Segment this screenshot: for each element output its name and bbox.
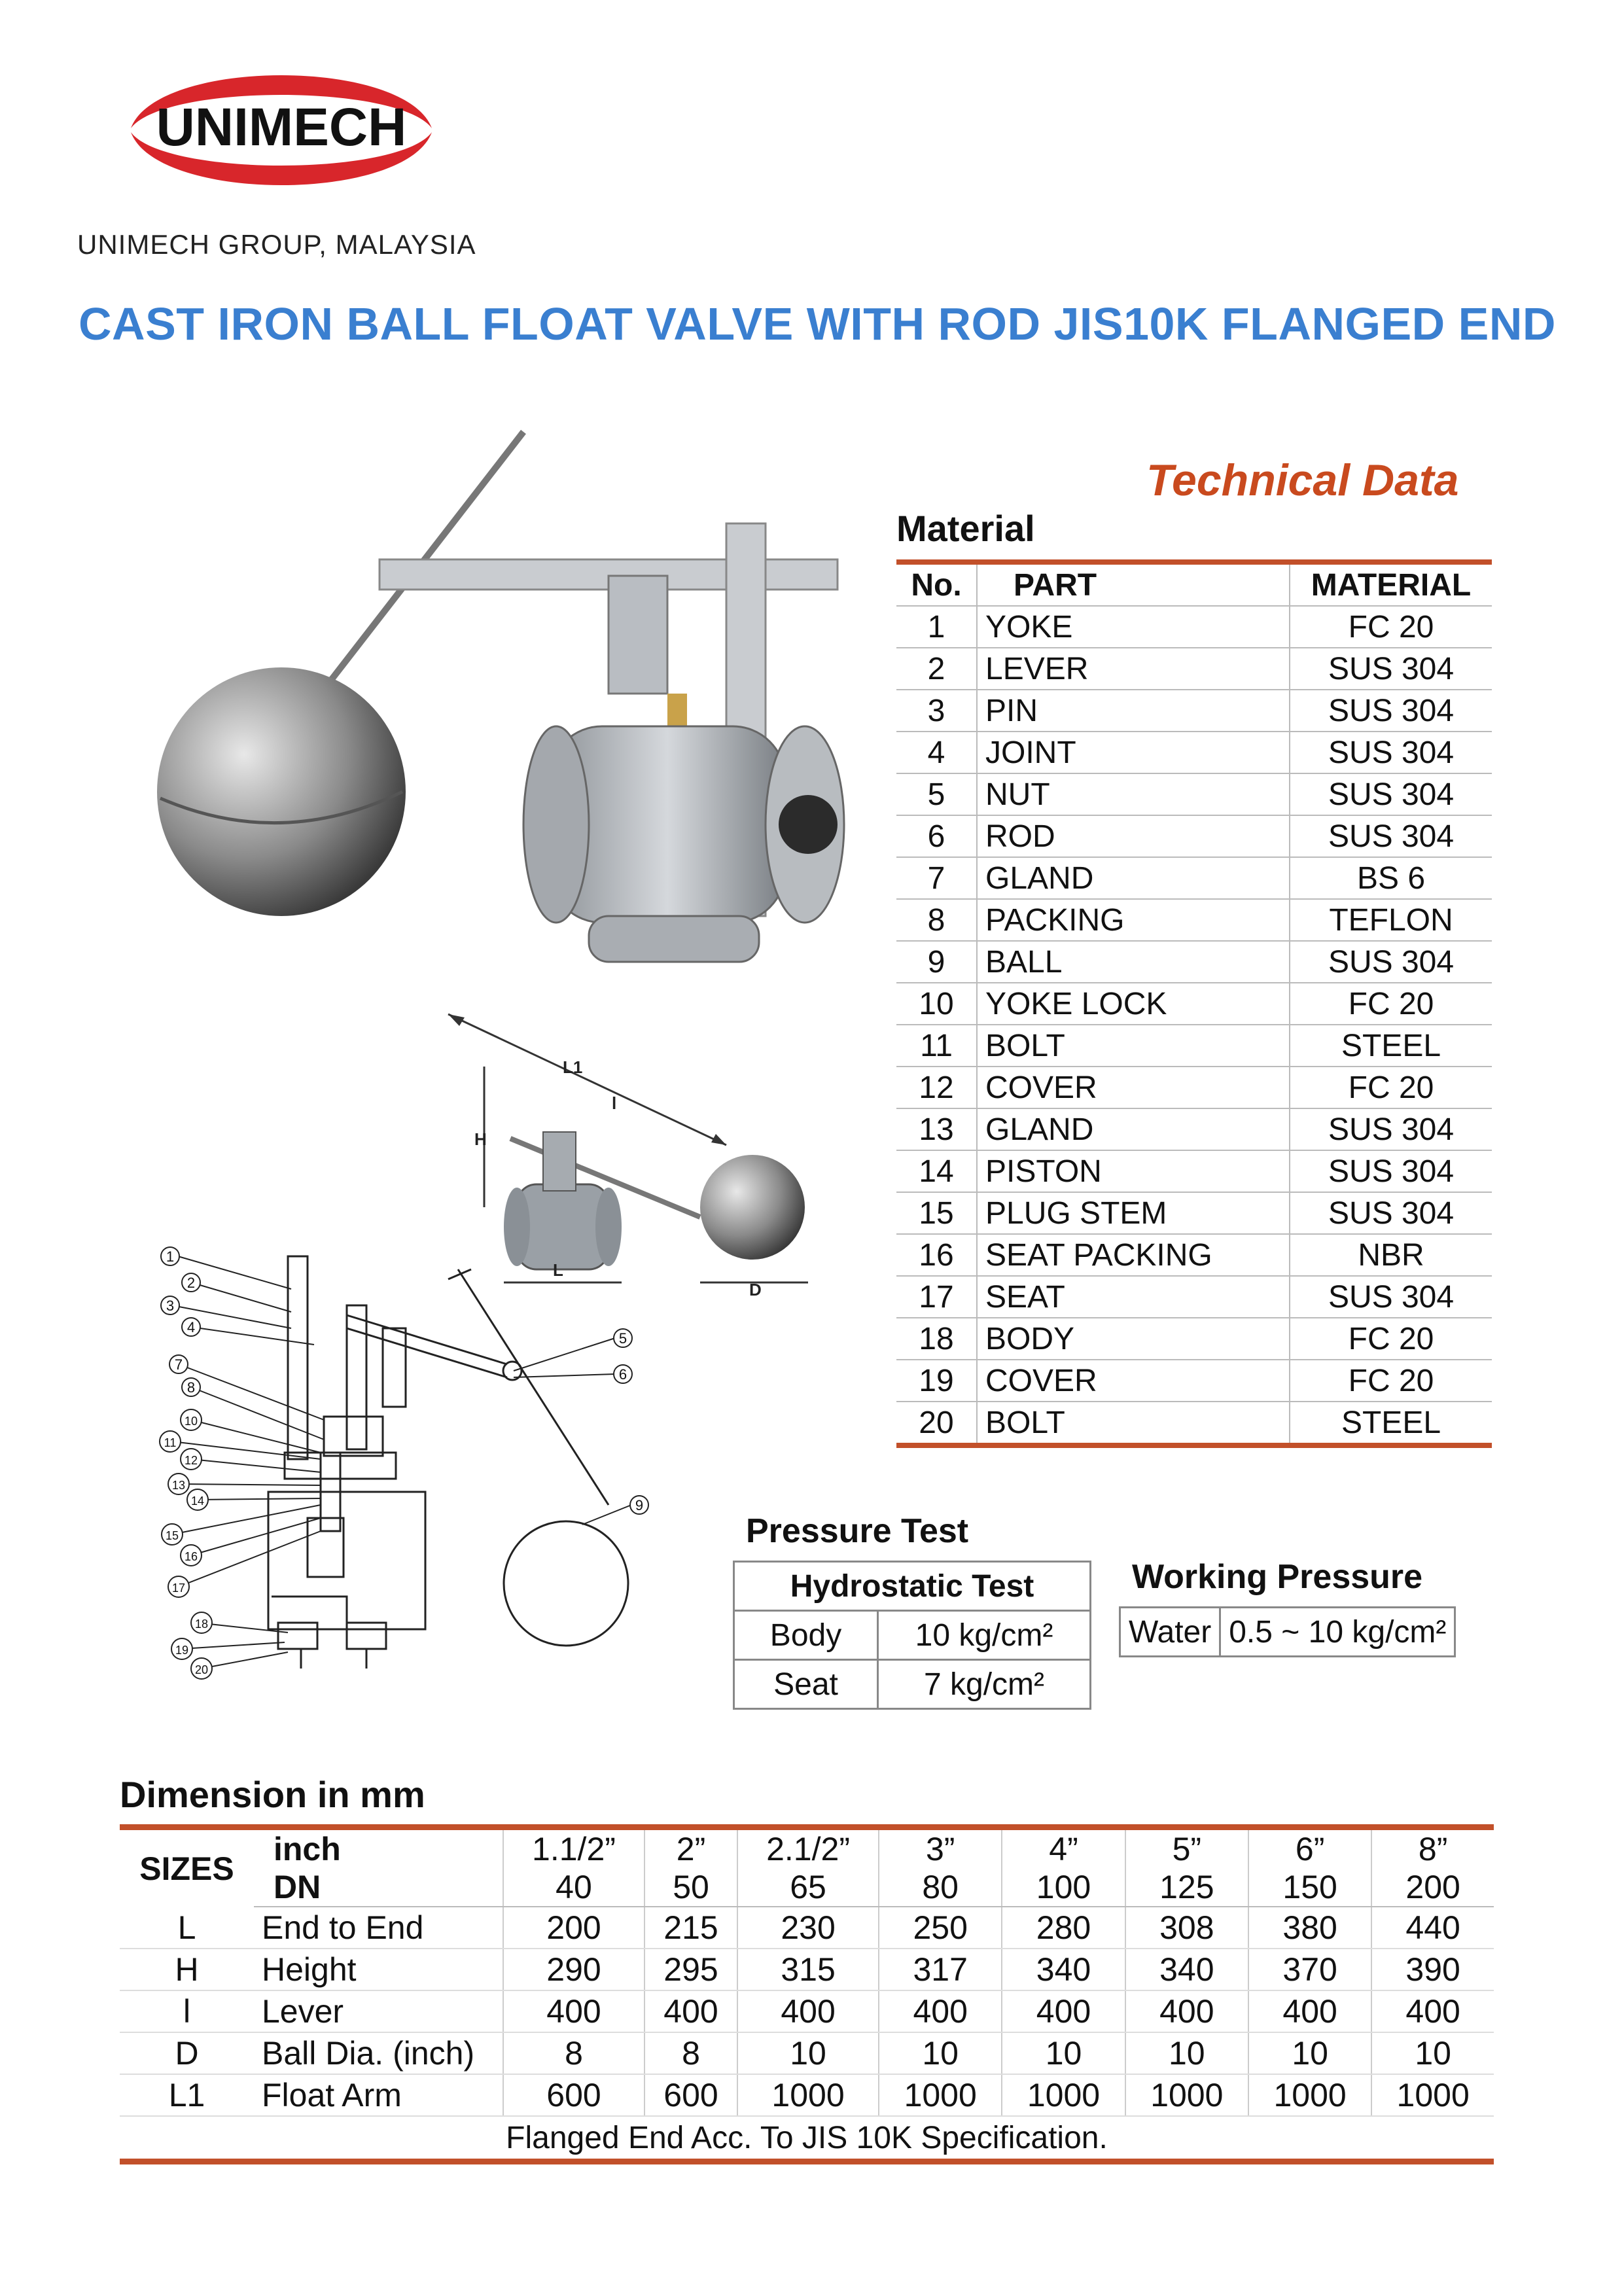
page-title: CAST IRON BALL FLOAT VALVE WITH ROD JIS10K FLANGED END [79, 298, 1556, 349]
part-material: BS 6 [1290, 857, 1492, 899]
dimension-row [120, 1949, 1494, 1990]
svg-text:l: l [612, 1093, 617, 1113]
water-value: 0.5 ~ 10 kg/cm² [1220, 1608, 1455, 1657]
dimension-value: 400 [1002, 1990, 1125, 2032]
dimension-value: 295 [644, 1949, 737, 1990]
size-inch: 3” [879, 1828, 1002, 1869]
dimension-value: 1000 [1002, 2074, 1125, 2116]
part-material: SUS 304 [1290, 941, 1492, 983]
dimension-name: Height [254, 1949, 503, 1990]
material-row [896, 1150, 1492, 1192]
part-name: JOINT [977, 732, 1290, 773]
part-name: YOKE LOCK [977, 983, 1290, 1025]
dimension-value: 308 [1125, 1907, 1248, 1949]
water-label: Water [1120, 1608, 1220, 1657]
dimension-row [120, 2032, 1494, 2074]
dimension-value: 400 [1248, 1990, 1371, 2032]
part-material: TEFLON [1290, 899, 1492, 941]
dimension-value: 400 [503, 1990, 644, 2032]
material-row [896, 606, 1492, 648]
hydrostatic-heading: Hydrostatic Test [734, 1562, 1091, 1611]
svg-text:15: 15 [165, 1529, 179, 1542]
part-material: SUS 304 [1290, 1192, 1492, 1234]
size-inch: 5” [1125, 1828, 1248, 1869]
svg-text:10: 10 [184, 1415, 198, 1428]
dimension-value: 250 [879, 1907, 1002, 1949]
part-name: GLAND [977, 857, 1290, 899]
dimension-value: 600 [644, 2074, 737, 2116]
svg-text:19: 19 [175, 1644, 189, 1657]
svg-text:17: 17 [171, 1581, 186, 1595]
dimension-value: 8 [644, 2032, 737, 2074]
group-name: UNIMECH GROUP, MALAYSIA [77, 229, 476, 260]
part-material: FC 20 [1290, 1318, 1492, 1360]
svg-text:14: 14 [190, 1494, 205, 1508]
part-number: 20 [896, 1402, 977, 1445]
svg-text:16: 16 [184, 1550, 198, 1563]
part-number: 17 [896, 1276, 977, 1318]
part-number: 15 [896, 1192, 977, 1234]
part-number: 13 [896, 1108, 977, 1150]
part-number: 4 [896, 732, 977, 773]
dimension-code: l [120, 1990, 254, 2032]
part-name: PIN [977, 690, 1290, 732]
size-dn: 80 [879, 1868, 1002, 1907]
material-row [896, 1108, 1492, 1150]
part-name: BOLT [977, 1402, 1290, 1445]
part-name: BALL [977, 941, 1290, 983]
svg-text:6: 6 [618, 1366, 627, 1383]
dimension-value: 1000 [879, 2074, 1002, 2116]
dimension-heading: Dimension in mm [120, 1774, 425, 1815]
dimension-name: End to End [254, 1907, 503, 1949]
material-table [896, 559, 1492, 1448]
part-material: SUS 304 [1290, 1108, 1492, 1150]
dimension-value: 400 [644, 1990, 737, 2032]
part-number: 7 [896, 857, 977, 899]
part-number: 5 [896, 773, 977, 815]
svg-text:D: D [749, 1280, 762, 1299]
material-row [896, 1402, 1492, 1445]
dimension-value: 400 [737, 1990, 879, 2032]
material-row [896, 1234, 1492, 1276]
dimension-value: 440 [1371, 1907, 1494, 1949]
part-name: NUT [977, 773, 1290, 815]
svg-text:20: 20 [194, 1663, 209, 1676]
valve-photo [131, 419, 883, 1008]
material-row [896, 899, 1492, 941]
size-inch: 1.1/2” [503, 1828, 644, 1869]
part-material: FC 20 [1290, 983, 1492, 1025]
dimension-value: 600 [503, 2074, 644, 2116]
part-material: FC 20 [1290, 1067, 1492, 1108]
part-number: 14 [896, 1150, 977, 1192]
part-name: COVER [977, 1360, 1290, 1402]
part-name: PACKING [977, 899, 1290, 941]
part-material: STEEL [1290, 1402, 1492, 1445]
part-number: 11 [896, 1025, 977, 1067]
part-material: SUS 304 [1290, 1276, 1492, 1318]
body-label: Body [734, 1611, 878, 1660]
working-pressure-table [1119, 1606, 1456, 1657]
part-material: STEEL [1290, 1025, 1492, 1067]
dimension-name: Lever [254, 1990, 503, 2032]
parts-diagram [150, 1230, 694, 1701]
dimension-note: Flanged End Acc. To JIS 10K Specification. [120, 2116, 1494, 2162]
material-row [896, 732, 1492, 773]
col-part: PART [977, 562, 1290, 606]
dimension-value: 340 [1002, 1949, 1125, 1990]
part-name: SEAT PACKING [977, 1234, 1290, 1276]
svg-text:5: 5 [618, 1330, 627, 1347]
material-row [896, 1276, 1492, 1318]
part-number: 3 [896, 690, 977, 732]
size-inch: 2.1/2” [737, 1828, 879, 1869]
dimension-value: 215 [644, 1907, 737, 1949]
dimension-row [120, 1907, 1494, 1949]
dimension-row [120, 1990, 1494, 2032]
body-value: 10 kg/cm² [878, 1611, 1091, 1660]
dimension-value: 315 [737, 1949, 879, 1990]
material-row [896, 773, 1492, 815]
part-number: 19 [896, 1360, 977, 1402]
dimension-value: 8 [503, 2032, 644, 2074]
technical-data-heading: Technical Data [1146, 455, 1459, 505]
material-row [896, 690, 1492, 732]
dimension-value: 400 [1125, 1990, 1248, 2032]
material-row [896, 815, 1492, 857]
svg-text:L: L [553, 1260, 563, 1280]
svg-text:3: 3 [166, 1298, 175, 1314]
dimension-value: 10 [1371, 2032, 1494, 2074]
seat-value: 7 kg/cm² [878, 1660, 1091, 1709]
dimension-value: 200 [503, 1907, 644, 1949]
dimension-value: 390 [1371, 1949, 1494, 1990]
size-dn: 100 [1002, 1868, 1125, 1907]
material-row [896, 857, 1492, 899]
part-number: 12 [896, 1067, 977, 1108]
part-material: SUS 304 [1290, 815, 1492, 857]
dimension-value: 1000 [737, 2074, 879, 2116]
dn-label: DN [254, 1868, 503, 1907]
svg-text:4: 4 [186, 1319, 196, 1335]
size-dn: 200 [1371, 1868, 1494, 1907]
unimech-logo [118, 58, 445, 203]
part-number: 6 [896, 815, 977, 857]
dimension-value: 400 [1371, 1990, 1494, 2032]
part-number: 8 [896, 899, 977, 941]
size-dn: 65 [737, 1868, 879, 1907]
size-dn: 150 [1248, 1868, 1371, 1907]
part-number: 2 [896, 648, 977, 690]
part-name: ROD [977, 815, 1290, 857]
dimension-value: 230 [737, 1907, 879, 1949]
size-inch: 2” [644, 1828, 737, 1869]
part-name: BODY [977, 1318, 1290, 1360]
material-row [896, 983, 1492, 1025]
dimension-value: 10 [1002, 2032, 1125, 2074]
dimension-value: 10 [879, 2032, 1002, 2074]
svg-text:8: 8 [186, 1379, 196, 1396]
part-name: COVER [977, 1067, 1290, 1108]
hydrostatic-table [733, 1561, 1091, 1710]
dimension-value: 1000 [1248, 2074, 1371, 2116]
dimension-value: 10 [737, 2032, 879, 2074]
part-name: BOLT [977, 1025, 1290, 1067]
material-row [896, 648, 1492, 690]
part-material: SUS 304 [1290, 1150, 1492, 1192]
dimension-name: Float Arm [254, 2074, 503, 2116]
svg-text:7: 7 [174, 1356, 183, 1373]
dimension-value: 317 [879, 1949, 1002, 1990]
dimension-name: Ball Dia. (inch) [254, 2032, 503, 2074]
dimension-value: 290 [503, 1949, 644, 1990]
seat-label: Seat [734, 1660, 878, 1709]
working-pressure-heading: Working Pressure [1132, 1558, 1423, 1596]
svg-text:13: 13 [171, 1479, 186, 1492]
dimension-value: 380 [1248, 1907, 1371, 1949]
size-dn: 50 [644, 1868, 737, 1907]
part-material: FC 20 [1290, 606, 1492, 648]
part-material: SUS 304 [1290, 732, 1492, 773]
dimension-code: L [120, 1907, 254, 1949]
svg-text:2: 2 [186, 1275, 196, 1291]
size-inch: 8” [1371, 1828, 1494, 1869]
material-row [896, 1318, 1492, 1360]
material-row [896, 1192, 1492, 1234]
part-name: GLAND [977, 1108, 1290, 1150]
size-inch: 4” [1002, 1828, 1125, 1869]
svg-text:H: H [474, 1129, 487, 1149]
material-row [896, 1360, 1492, 1402]
size-dn: 125 [1125, 1868, 1248, 1907]
part-name: PLUG STEM [977, 1192, 1290, 1234]
svg-text:1: 1 [166, 1248, 175, 1265]
svg-text:18: 18 [194, 1617, 209, 1631]
svg-text:L1: L1 [563, 1057, 583, 1077]
dimension-code: L1 [120, 2074, 254, 2116]
col-material: MATERIAL [1290, 562, 1492, 606]
size-dn: 40 [503, 1868, 644, 1907]
part-material: NBR [1290, 1234, 1492, 1276]
part-name: SEAT [977, 1276, 1290, 1318]
logo-text: UNIMECH [156, 97, 407, 157]
dimension-code: D [120, 2032, 254, 2074]
part-name: PISTON [977, 1150, 1290, 1192]
inch-label: inch [254, 1828, 503, 1869]
pressure-test-heading: Pressure Test [746, 1512, 969, 1550]
material-row [896, 1025, 1492, 1067]
part-number: 9 [896, 941, 977, 983]
dimension-value: 340 [1125, 1949, 1248, 1990]
dimension-value: 400 [879, 1990, 1002, 2032]
part-material: SUS 304 [1290, 690, 1492, 732]
svg-text:11: 11 [164, 1436, 177, 1449]
part-material: FC 20 [1290, 1360, 1492, 1402]
part-number: 18 [896, 1318, 977, 1360]
col-no: No. [896, 562, 977, 606]
dimension-value: 10 [1125, 2032, 1248, 2074]
dimension-table [120, 1824, 1494, 2164]
size-inch: 6” [1248, 1828, 1371, 1869]
dimension-row [120, 2074, 1494, 2116]
dimension-value: 1000 [1371, 2074, 1494, 2116]
sizes-label: SIZES [120, 1828, 254, 1907]
part-number: 16 [896, 1234, 977, 1276]
svg-text:12: 12 [184, 1454, 198, 1467]
dimension-code: H [120, 1949, 254, 1990]
part-name: LEVER [977, 648, 1290, 690]
material-row [896, 1067, 1492, 1108]
part-name: YOKE [977, 606, 1290, 648]
part-material: SUS 304 [1290, 648, 1492, 690]
svg-text:9: 9 [635, 1497, 644, 1513]
dimension-value: 10 [1248, 2032, 1371, 2074]
part-material: SUS 304 [1290, 773, 1492, 815]
dimension-value: 370 [1248, 1949, 1371, 1990]
part-number: 1 [896, 606, 977, 648]
material-heading: Material [896, 508, 1035, 549]
material-row [896, 941, 1492, 983]
dimension-value: 280 [1002, 1907, 1125, 1949]
part-number: 10 [896, 983, 977, 1025]
dimension-value: 1000 [1125, 2074, 1248, 2116]
